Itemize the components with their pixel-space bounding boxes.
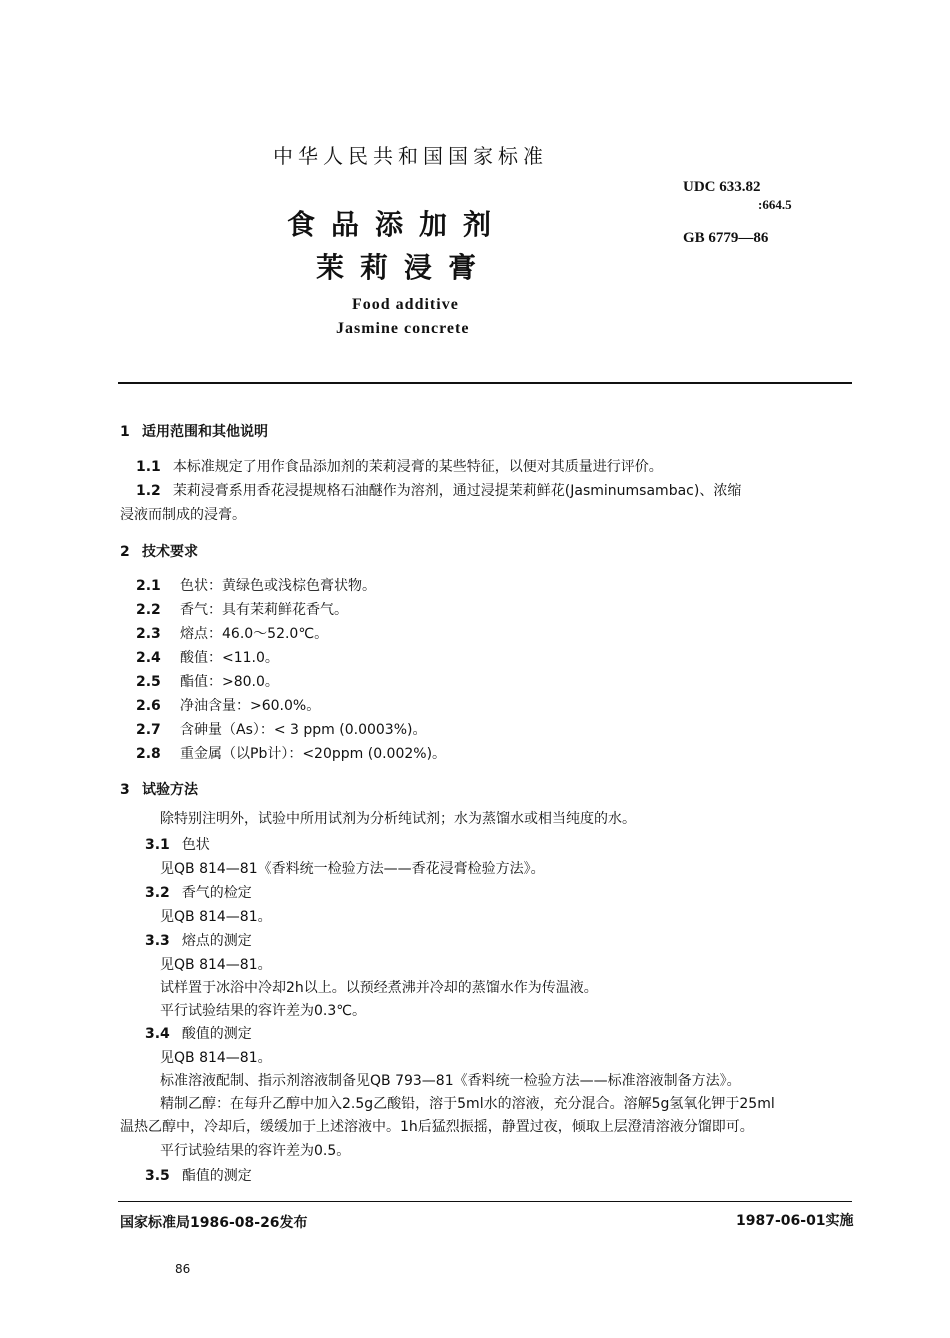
title-cn-line-2: 茉莉浸膏 — [316, 251, 493, 284]
clause-1-2 — [136, 480, 741, 500]
clause-3-1-number: 3.1 — [145, 837, 170, 853]
requirement-number: 2.6 — [136, 698, 161, 714]
title-en-line-1: Food additive — [352, 296, 459, 313]
requirement-text: 熔点：46.0～52.0℃。 — [180, 626, 329, 642]
section-2-number: 2 — [120, 544, 130, 560]
page-number: 86 — [175, 1262, 191, 1276]
requirement-number: 2.3 — [136, 626, 161, 642]
clause-3-5-number: 3.5 — [145, 1168, 170, 1184]
clause-3-5 — [145, 1165, 252, 1185]
requirement-number: 2.8 — [136, 746, 161, 762]
clause-1-1 — [136, 456, 663, 476]
requirement-item — [136, 695, 320, 715]
clause-3-4 — [145, 1023, 252, 1043]
section-1-heading — [120, 421, 268, 441]
clause-3-3-number: 3.3 — [145, 933, 170, 949]
requirement-number: 2.7 — [136, 722, 161, 738]
clause-3-2 — [145, 882, 252, 902]
section-3-intro: 除特别注明外，试验中所用试剂为分析纯试剂；水为蒸馏水或相当纯度的水。 — [160, 811, 636, 827]
clause-3-3-line-2: 试样置于冰浴中冷却2h以上。以预经煮沸并冷却的蒸馏水作为传温液。 — [160, 980, 598, 996]
clause-3-4-line-2: 标准溶液配制、指示剂溶液制备见QB 793—81《香料统一检验方法——标准溶液制备方法》。 — [160, 1073, 741, 1089]
udc-line-2: :664.5 — [758, 197, 792, 212]
footer-divider — [118, 1201, 852, 1202]
issued-date: 国家标准局1986-08-26发布 — [120, 1215, 308, 1231]
clause-3-4-title: 酸值的测定 — [181, 1026, 252, 1042]
section-2-title: 技术要求 — [142, 544, 198, 560]
requirement-text: 酸值：<11.0。 — [180, 650, 279, 666]
national-standard-header: 中华人民共和国国家标准 — [273, 144, 548, 168]
requirement-item — [136, 671, 279, 691]
clause-3-3-line-3: 平行试验结果的容许差为0.3℃。 — [160, 1003, 366, 1019]
gb-code: GB 6779—86 — [683, 230, 769, 246]
udc-line-1: UDC 633.82 — [683, 179, 761, 195]
section-3-number: 3 — [120, 782, 130, 798]
requirement-text: 香气：具有茉莉鲜花香气。 — [180, 602, 348, 618]
clause-3-1-title: 色状 — [181, 837, 210, 853]
clause-3-3-title: 熔点的测定 — [181, 933, 252, 949]
clause-3-1 — [145, 834, 210, 854]
section-3-heading — [120, 779, 198, 799]
requirement-text: 净油含量：>60.0%。 — [180, 698, 321, 714]
requirement-number: 2.1 — [136, 578, 161, 594]
requirement-text: 重金属（以Pb计）：<20ppm (0.002%)。 — [180, 746, 447, 762]
clause-3-3 — [145, 930, 252, 950]
clause-3-4-line-4: 温热乙醇中，冷却后，缓缓加于上述溶液中。1h后猛烈振摇，静置过夜，倾取上层澄清溶液分馏即可。 — [120, 1119, 754, 1135]
requirement-item — [136, 647, 279, 667]
requirement-number: 2.4 — [136, 650, 161, 666]
clause-1-1-text: 本标准规定了用作食品添加剂的茉莉浸膏的某些特征，以便对其质量进行评价。 — [172, 459, 663, 475]
clause-3-4-number: 3.4 — [145, 1026, 170, 1042]
clause-3-4-line-3: 精制乙醇：在每升乙醇中加入2.5g乙酸铅，溶于5ml水的溶液，充分混合。溶解5g氢氧化钾于25ml — [160, 1096, 775, 1112]
requirement-text: 酯值：>80.0。 — [180, 674, 279, 690]
requirement-text: 色状：黄绿色或浅棕色膏状物。 — [180, 578, 376, 594]
requirement-item — [136, 623, 328, 643]
clause-1-1-number: 1.1 — [136, 459, 161, 475]
clause-3-3-line-1: 见QB 814—81。 — [160, 957, 272, 973]
requirement-item — [136, 599, 348, 619]
clause-3-1-line-1: 见QB 814—81《香料统一检验方法——香花浸膏检验方法》。 — [160, 861, 545, 877]
clause-3-4-line-5: 平行试验结果的容许差为0.5。 — [160, 1143, 351, 1159]
requirement-item — [136, 575, 376, 595]
requirement-number: 2.5 — [136, 674, 161, 690]
title-cn-line-1: 食品添加剂 — [287, 208, 508, 241]
section-1-number: 1 — [120, 424, 130, 440]
clause-1-2-continued: 浸液而制成的浸膏。 — [120, 507, 246, 523]
udc-code — [683, 179, 792, 213]
effective-date: 1987-06-01实施 — [736, 1213, 854, 1229]
header-divider — [118, 382, 852, 384]
clause-1-2-number: 1.2 — [136, 483, 161, 499]
clause-3-4-line-1: 见QB 814—81。 — [160, 1050, 272, 1066]
requirement-number: 2.2 — [136, 602, 161, 618]
section-3-title: 试验方法 — [142, 782, 198, 798]
clause-1-2-text: 茉莉浸膏系用香花浸提规格石油醚作为溶剂，通过浸提茉莉鲜花(Jasminumsambac)、浓缩 — [172, 483, 742, 499]
title-en-line-2: Jasmine concrete — [336, 320, 470, 337]
section-2-heading — [120, 541, 198, 561]
section-1-title: 适用范围和其他说明 — [142, 424, 268, 440]
clause-3-2-title: 香气的检定 — [181, 885, 252, 901]
clause-3-2-line-1: 见QB 814—81。 — [160, 909, 272, 925]
requirement-item — [136, 743, 446, 763]
requirement-item — [136, 719, 426, 739]
requirement-text: 含砷量（As）：< 3 ppm (0.0003%)。 — [180, 722, 427, 738]
clause-3-5-title: 酯值的测定 — [181, 1168, 252, 1184]
clause-3-2-number: 3.2 — [145, 885, 170, 901]
